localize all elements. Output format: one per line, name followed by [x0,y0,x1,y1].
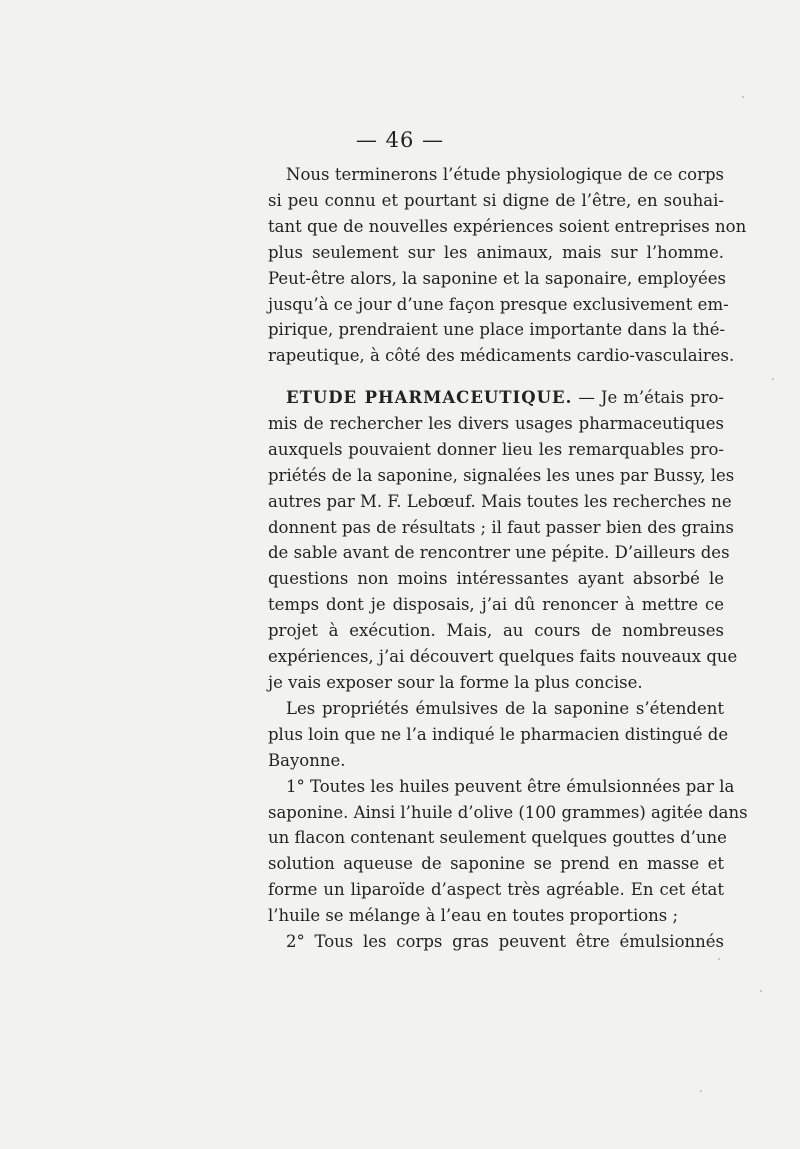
paragraph-oils [268,774,748,929]
text-line: priétés de la saponine, signalées les unes par Bussy, les [268,465,735,485]
text-line: je vais exposer sour la forme la plus concise. [268,672,643,692]
text-line: donnent pas de résultats ; il faut passer bien des grains [268,517,734,537]
text-line: temps dont je disposais, j’ai dû renoncer à mettre ce [268,595,724,615]
text-line: forme un liparoïde d’aspect très agréable. En cet état [268,880,724,900]
text-line: auxquels pouvaient donner lieu les remarquables pro- [268,439,724,459]
paper-speck [760,990,762,992]
text-line: si peu connu et pourtant si digne de l’être, en souhai- [268,190,724,210]
section-heading: ETUDE PHARMACEUTIQUE. [286,388,573,407]
text-line: 2° Tous les corps gras peuvent être émulsionnés [286,932,724,952]
paper-speck [742,96,744,98]
text-line: un flacon contenant seulement quelques gouttes d’une [268,828,727,848]
text-line: Bayonne. [268,750,346,770]
text-block-pharmaceutical-study [268,385,748,955]
text-line: questions non moins intéressantes ayant absorbé le [268,569,724,589]
text-line: jusqu’à ce jour d’une façon presque exclusivement em- [268,294,729,314]
text-line-with-heading [268,385,724,411]
text-line: Les propriétés émulsives de la saponine s’étendent [286,698,724,718]
text-line: rapeutique, à côté des médicaments cardio-vasculaires. [268,346,735,366]
paragraph-emulsive-properties [268,696,729,774]
text-line: plus loin que ne l’a indiqué le pharmacien distingué de [268,724,729,744]
text-line: tant que de nouvelles expériences soient entreprises non [268,216,747,236]
text-line: autres par M. F. Lebœuf. Mais toutes les recherches ne [268,491,732,511]
text-line: 1° Toutes les huiles peuvent être émulsionnées par la [286,776,735,796]
paragraph-pharmaceutical-intro [268,385,738,696]
text-line: expériences, j’ai découvert quelques faits nouveaux que [268,647,738,667]
text-fragment: — Je m’étais pro- [572,388,724,407]
paper-speck [772,378,774,380]
text-line: mis de rechercher les divers usages pharmaceutiques [268,413,724,433]
paper-speck [700,1090,702,1092]
text-line: l’huile se mélange à l’eau en toutes proportions ; [268,906,679,926]
paragraph-conclusion [268,162,747,369]
text-line: Peut-être alors, la saponine et la saponaire, employées [268,268,727,288]
page-number: — 46 — [355,128,445,152]
text-line: projet à exécution. Mais, au cours de nombreuses [268,621,724,641]
text-block-physiology [268,162,747,369]
paper-speck [718,958,720,960]
text-line: saponine. Ainsi l’huile d’olive (100 grammes) agitée dans [268,802,748,822]
text-line: Nous terminerons l’étude physiologique de ce corps [286,165,724,184]
text-line: pirique, prendraient une place importante dans la thé- [268,320,726,340]
paragraph-fats [268,929,724,955]
text-line: plus seulement sur les animaux, mais sur l’homme. [268,242,724,262]
text-line: solution aqueuse de saponine se prend en masse et [268,854,724,874]
text-line: de sable avant de rencontrer une pépite. D’ailleurs des [268,543,730,563]
